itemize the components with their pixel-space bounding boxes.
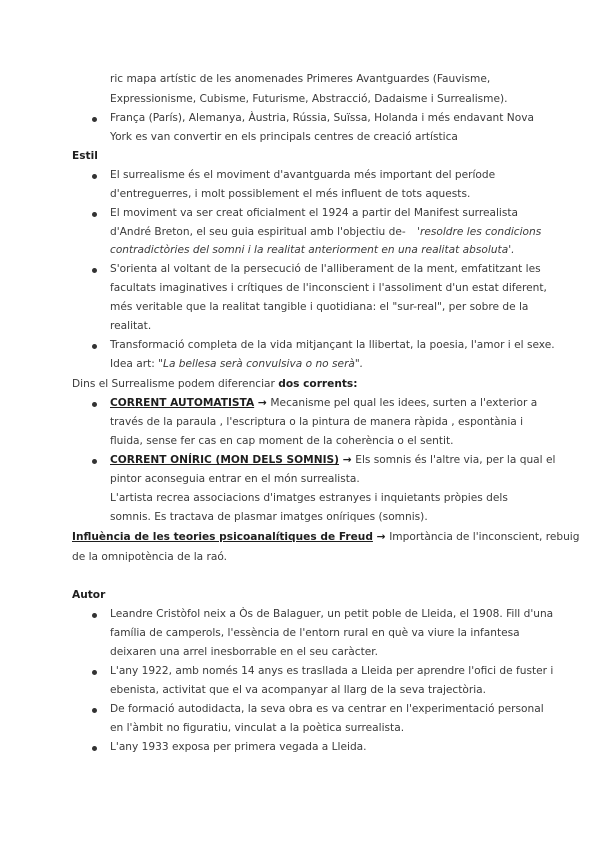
section-heading-estil: Estil [72,150,98,162]
estil-bullet-line: El surrealisme és el moviment d'avantguarda més important del període [110,169,496,181]
influencia-line [72,530,579,545]
quote-text: "La bellesa serà convulsiva o no serà". [158,358,364,370]
arrow: → [339,454,356,466]
estil-text: d'André Breton, el seu guia espiritual amb l'objectiu de- [110,226,406,238]
bullet-dot [92,402,97,407]
autor-bullet-line: L'any 1922, amb només 14 anys es trasllada a Lleida per aprendre l'ofici de fuster i [110,665,554,677]
bullet-dot [92,212,97,217]
bullet-dot [92,670,97,675]
corrent-text: Els somnis és l'altre via, per la qual el [355,454,556,466]
corrents-intro-bold: dos corrents: [278,378,358,390]
bullet-dot [92,708,97,713]
influencia-text: Importància de l'inconscient, rebuig [389,531,580,543]
corrents-intro [72,377,357,392]
intro-line: ric mapa artístic de les anomenades Primeres Avantguardes (Fauvisme, [110,73,491,85]
bullet-dot [92,117,97,122]
corrent-text: Mecanisme pel qual les idees, surten a l'exterior a [270,397,538,409]
autor-bullet-line: Leandre Cristòfol neix a Òs de Balaguer, un petit poble de Lleida, el 1908. Fill d'una [110,608,554,620]
arrow: → [372,531,390,543]
bullet-dot [92,174,97,179]
bullet-dot [92,344,97,349]
intro-bullet-line: York es van convertir en els principals centres de creació artística [110,131,458,143]
corrent-line: través de la paraula , l'escriptura o la pintura de manera ràpida , espontània i [110,416,524,428]
corrent-line: L'artista recrea associacions d'imatges estranyes i inquietants pròpies dels [110,492,508,504]
intro-bullet-line: França (París), Alemanya, Àustria, Rússia, Suïssa, Holanda i més endavant Nova [110,112,534,124]
bullet-dot [92,613,97,618]
autor-bullet-line: família de camperols, l'essència de l'entorn rural en què va viure la infantesa [110,627,520,639]
autor-bullet-line: deixaren una arrel inesborrable en el seu caràcter. [110,646,378,658]
estil-bullet-line: Transformació completa de la vida mitjançant la llibertat, la poesia, l'amor i el sexe. [110,339,555,351]
autor-bullet-line: ebenista, activitat que el va acompanyar al llarg de la seva trajectòria. [110,684,487,696]
corrent-line: fluida, sense fer cas en cap moment de la coherència o el sentit. [110,435,454,447]
section-heading-autor: Autor [72,589,106,601]
influencia-title: Influència de les teories psicoanalítiques de Freud [72,531,373,543]
estil-bullet-line: més veritable que la realitat tangible i quotidiana: el "sur-real", per sobre de la [110,301,529,313]
bullet-dot [92,459,97,464]
corrent-line: somnis. Es tractava de plasmar imatges oníriques (somnis). [110,511,428,523]
estil-bullet-line [110,225,541,240]
autor-bullet-line: L'any 1933 exposa per primera vegada a Lleida. [110,741,367,753]
influencia-line: de la omnipotència de la raó. [72,551,228,563]
corrent-oniric-line [110,453,555,468]
autor-bullet-line: en l'àmbit no figuratiu, vinculat a la poètica surrealista. [110,722,405,734]
estil-text: Idea art: [110,358,155,370]
bullet-dot [92,268,97,273]
estil-bullet-line: S'orienta al voltant de la persecució de l'alliberament de la ment, emfatitzant les [110,263,541,275]
corrents-intro-text: Dins el Surrealisme podem diferenciar [72,378,279,390]
corrent-automatista-title: CORRENT AUTOMATISTA [110,397,255,409]
quote-text: 'resoldre les condicions [417,226,542,238]
estil-bullet-line [110,357,363,372]
corrent-oniric-title: CORRENT ONÍRIC (MON DELS SOMNIS) [110,454,339,466]
estil-bullet-line: d'entreguerres, i molt possiblement el més influent de tots aquests. [110,188,471,200]
bullet-dot [92,746,97,751]
estil-bullet-line: El moviment va ser creat oficialment el 1924 a partir del Manifest surrealista [110,207,519,219]
arrow: → [254,397,271,409]
estil-bullet-line: facultats imaginatives i crítiques de l'inconscient i l'assoliment d'un estat diferent, [110,282,547,294]
corrent-automatista-line [110,396,537,411]
intro-line: Expressionisme, Cubisme, Futurisme, Abstracció, Dadaisme i Surrealisme). [110,93,508,105]
quote-text: contradictòries del somni i la realitat anteriorment en una realitat absoluta'. [110,244,515,256]
corrent-line: pintor aconseguia entrar en el món surrealista. [110,473,360,485]
autor-bullet-line: De formació autodidacta, la seva obra es va centrar en l'experimentació personal [110,703,544,715]
estil-bullet-line: realitat. [110,320,152,332]
